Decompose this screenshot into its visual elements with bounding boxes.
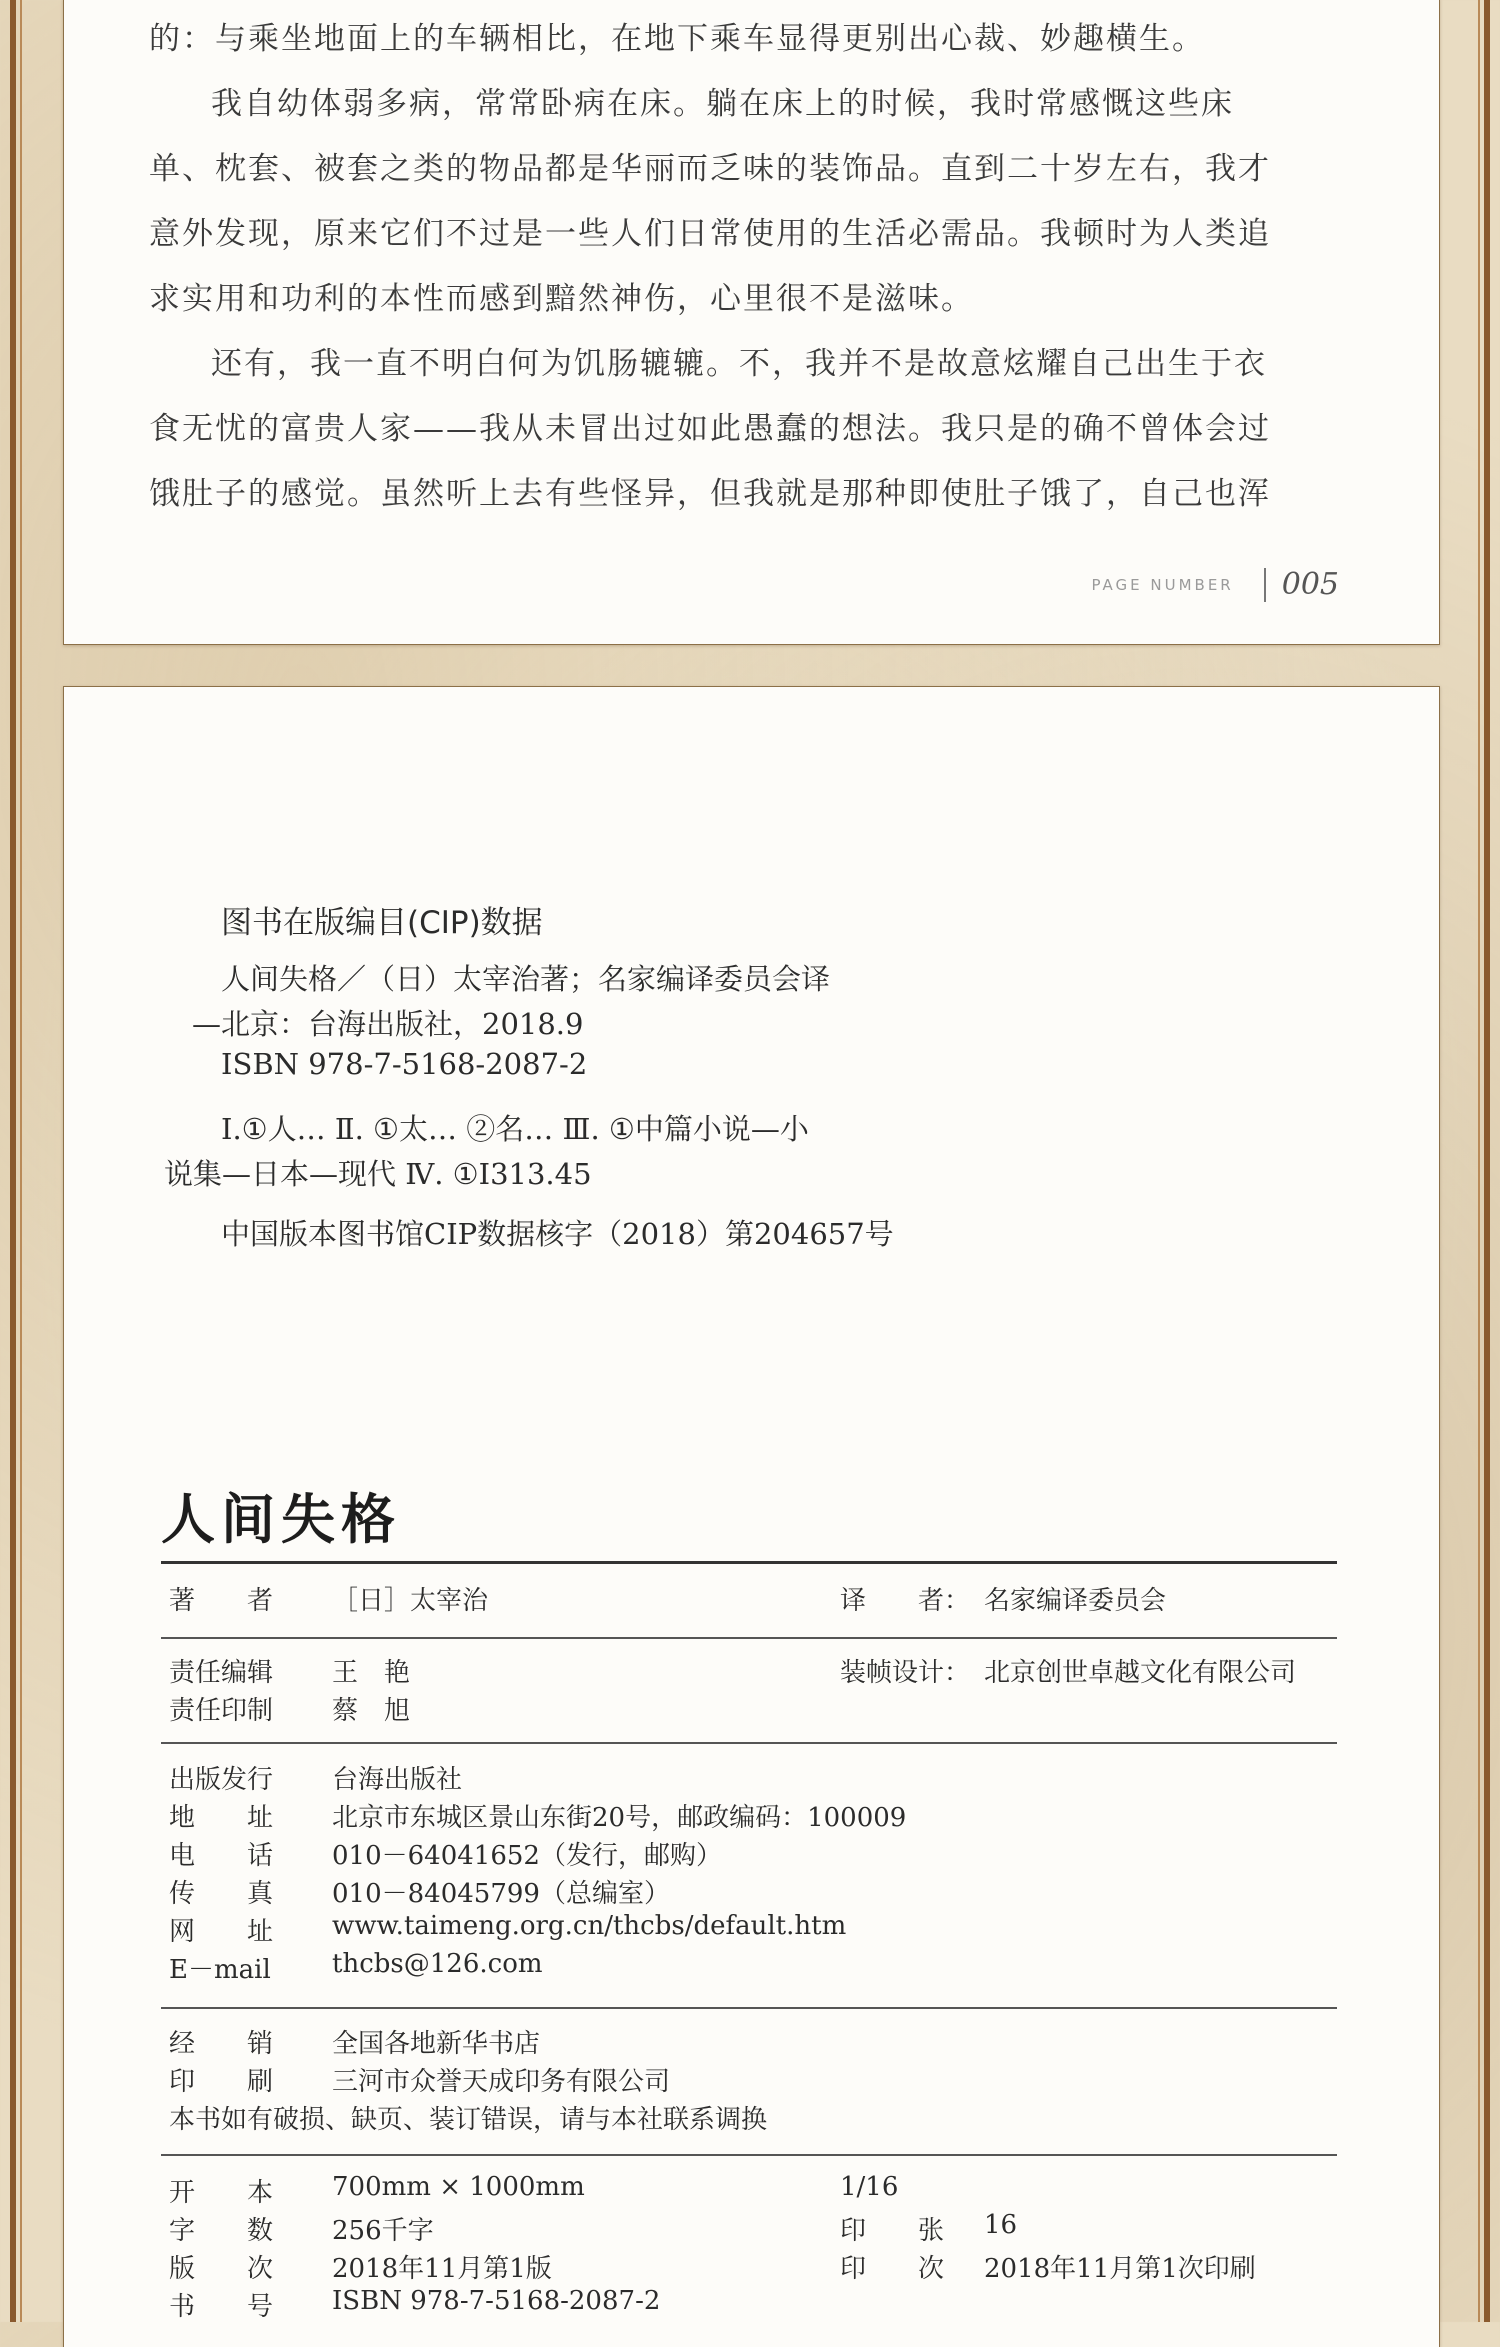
phone-label: 电 话	[169, 1841, 274, 1871]
page-number-label: PAGE NUMBER	[1091, 575, 1234, 594]
phone-value: 010－64041652（发行，邮购）	[332, 1841, 722, 1871]
right-border-rail	[1484, 0, 1490, 2322]
printer-label: 印 刷	[169, 2067, 274, 2097]
author-value: ［日］太宰治	[332, 1586, 489, 1616]
distributor-value: 全国各地新华书店	[332, 2029, 541, 2059]
format-fraction: 1/16	[840, 2172, 899, 2202]
text-line: 的：与乘坐地面上的车辆相比，在地下乘车显得更别出心裁、妙趣横生。	[149, 21, 1205, 57]
author-label: 著 者	[169, 1586, 274, 1616]
web-value: www.taimeng.org.cn/thcbs/default.htm	[332, 1911, 847, 1941]
printing-value: 2018年11月第1次印刷	[984, 2254, 1256, 2284]
web-label: 网 址	[169, 1917, 274, 1947]
email-value: thcbs@126.com	[332, 1949, 543, 1979]
format-value: 700mm × 1000mm	[332, 2172, 585, 2202]
cip-line: ISBN 978-7-5168-2087-2	[221, 1047, 588, 1081]
design-value: 北京创世卓越文化有限公司	[984, 1658, 1297, 1688]
cip-line: 说集—日本—现代 Ⅳ. ①I313.45	[164, 1157, 592, 1191]
cip-line: 中国版本图书馆CIP数据核字（2018）第204657号	[221, 1217, 894, 1251]
book-page-top	[63, 0, 1440, 645]
cip-heading: 图书在版编目(CIP)数据	[221, 905, 543, 941]
print-resp-label: 责任印制	[169, 1696, 274, 1726]
editor-value: 王 艳	[332, 1658, 411, 1688]
divider	[161, 1637, 1337, 1639]
cip-line: —北京：台海出版社，2018.9	[192, 1007, 584, 1041]
text-line: 饿肚子的感觉。虽然听上去有些怪异，但我就是那种即使肚子饿了，自己也浑	[149, 476, 1271, 512]
fax-value: 010－84045799（总编室）	[332, 1879, 670, 1909]
page-number: 005	[1281, 567, 1339, 602]
divider	[161, 2154, 1337, 2156]
address-value: 北京市东城区景山东街20号，邮政编码：100009	[332, 1803, 907, 1833]
text-line: 食无忧的富贵人家——我从未冒出过如此愚蠢的想法。我只是的确不曾体会过	[149, 411, 1271, 447]
divider	[161, 1561, 1337, 1564]
left-border-rail	[10, 0, 16, 2322]
text-line: 意外发现，原来它们不过是一些人们日常使用的生活必需品。我顿时为人类追	[149, 216, 1271, 252]
words-label: 字 数	[169, 2216, 274, 2246]
translator-value: 名家编译委员会	[984, 1586, 1167, 1616]
printer-value: 三河市众誉天成印务有限公司	[332, 2067, 671, 2097]
email-label: E－mail	[169, 1955, 271, 1985]
sheets-label: 印 张	[840, 2216, 945, 2246]
divider	[161, 1742, 1337, 1744]
editor-label: 责任编辑	[169, 1658, 274, 1688]
sheets-value: 16	[984, 2210, 1018, 2240]
format-label: 开 本	[169, 2178, 274, 2208]
isbn-value: ISBN 978-7-5168-2087-2	[332, 2286, 661, 2316]
isbn-label: 书 号	[169, 2292, 274, 2322]
book-title: 人间失格	[161, 1488, 401, 1551]
divider	[161, 2007, 1337, 2009]
publisher-value: 台海出版社	[332, 1765, 463, 1795]
edition-value: 2018年11月第1版	[332, 2254, 552, 2284]
page-number-block	[1091, 567, 1339, 602]
copyright-page	[63, 686, 1440, 2347]
cip-line: 人间失格／（日）太宰治著；名家编译委员会译	[221, 962, 831, 996]
words-value: 256千字	[332, 2216, 434, 2246]
design-label: 装帧设计：	[840, 1658, 971, 1688]
text-line: 还有，我一直不明白何为饥肠辘辘。不，我并不是故意炫耀自己出生于衣	[211, 346, 1267, 382]
printing-label: 印 次	[840, 2254, 945, 2284]
page-number-divider	[1264, 568, 1266, 602]
fax-label: 传 真	[169, 1879, 274, 1909]
text-line: 单、枕套、被套之类的物品都是华丽而乏味的装饰品。直到二十岁左右，我才	[149, 151, 1271, 187]
print-resp-value: 蔡 旭	[332, 1696, 411, 1726]
replacement-notice: 本书如有破损、缺页、装订错误，请与本社联系调换	[169, 2105, 768, 2135]
address-label: 地 址	[169, 1803, 274, 1833]
text-line: 我自幼体弱多病，常常卧病在床。躺在床上的时候，我时常感慨这些床	[211, 86, 1234, 122]
publisher-label: 出版发行	[169, 1765, 274, 1795]
translator-label: 译 者：	[840, 1586, 971, 1616]
edition-label: 版 次	[169, 2254, 274, 2284]
cip-line: Ⅰ.①人… Ⅱ. ①太… ②名… Ⅲ. ①中篇小说—小	[221, 1112, 809, 1146]
text-line: 求实用和功利的本性而感到黯然神伤，心里很不是滋味。	[149, 281, 974, 317]
distributor-label: 经 销	[169, 2029, 274, 2059]
